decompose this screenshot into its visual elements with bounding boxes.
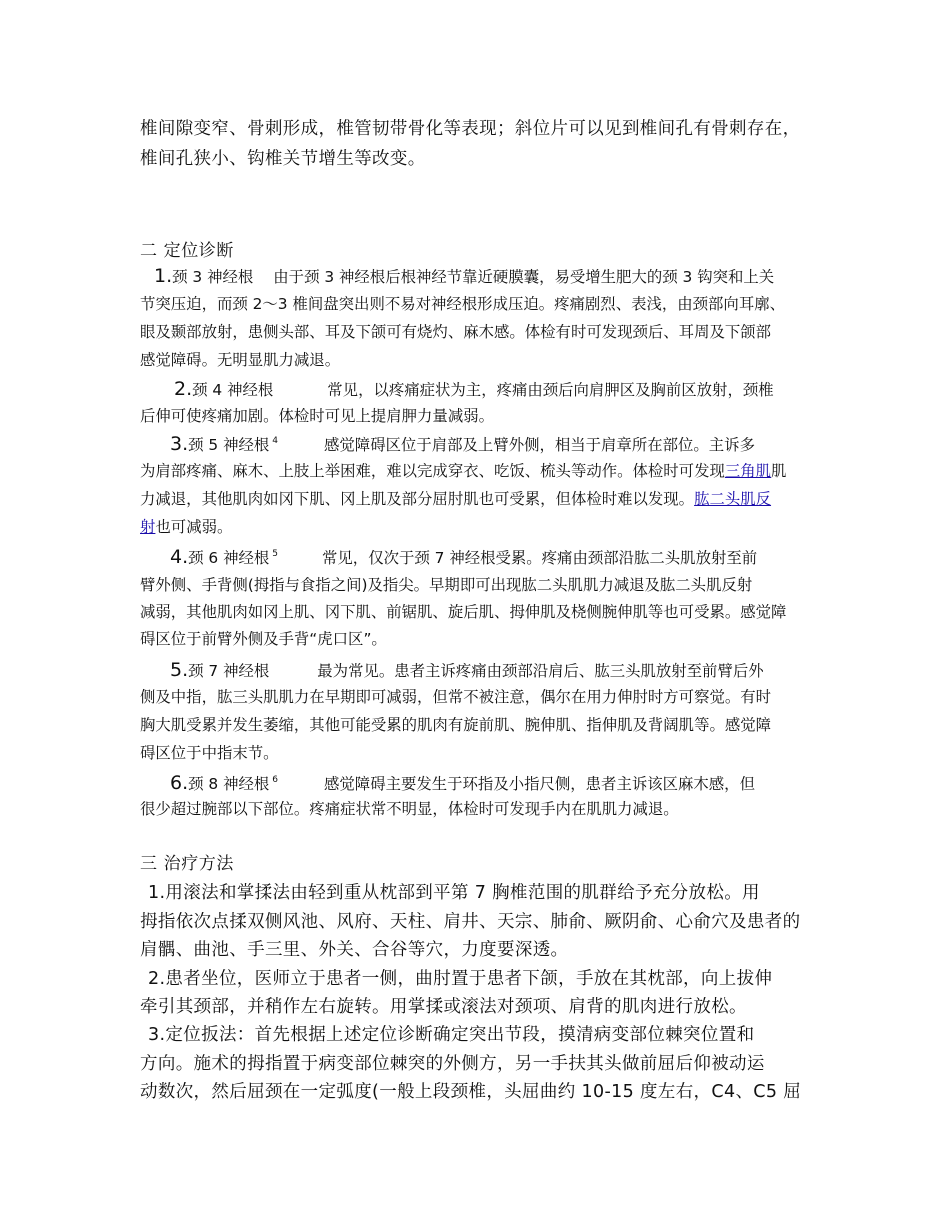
item-title: 颈 7 神经根: [188, 662, 270, 680]
paragraph-line: [140, 518, 812, 536]
paragraph-line: 3.定位扳法：首先根据上述定位诊断确定突出节段，摸清病变部位棘突位置和: [148, 1025, 755, 1045]
footnote-ref: 4: [272, 436, 279, 446]
section-heading-treatment: 三 治疗方法: [140, 854, 235, 874]
item-6-first-line: [140, 772, 812, 795]
item-number: 2.: [174, 378, 193, 400]
item-text: 力减退，其他肌肉如冈下肌、冈上肌及部分屈肘肌也可受累，但体检时难以发现。: [140, 490, 695, 508]
paragraph-line: 碍区位于中指末节。: [140, 744, 279, 762]
item-2-first-line: [140, 378, 812, 401]
link-biceps-reflex-cont[interactable]: 射: [140, 518, 156, 536]
paragraph-line: 很少超过腕部以下部位。疼痛症状常不明显，体检时可发现手内在肌肌力减退。: [140, 800, 679, 818]
item-title: 颈 3 神经根: [172, 268, 254, 286]
paragraph-line: 牵引其颈部，并稍作左右旋转。用掌揉或滚法对颈项、肩背的肌肉进行放松。: [140, 997, 747, 1017]
item-text: 为肩部疼痛、麻木、上肢上举困难，难以完成穿衣、吃饭、梳头等动作。体检时可发现: [140, 462, 725, 480]
paragraph-line: 减弱，其他肌肉如冈上肌、冈下肌、前锯肌、旋后肌、拇伸肌及桡侧腕伸肌等也可受累。感觉障: [140, 603, 787, 621]
item-title: 颈 5 神经根: [188, 436, 270, 454]
link-biceps-reflex[interactable]: 肱二头肌反: [694, 490, 772, 508]
paragraph-line: 方向。施术的拇指置于病变部位棘突的外侧方，另一手扶其头做前屈后仰被动运: [140, 1054, 765, 1074]
paragraph-line: 侧及中指，肱三头肌肌力在早期即可减弱，但常不被注意，偶尔在用力伸肘时方可察觉。有时: [140, 688, 772, 706]
item-text: 由于颈 3 神经根后根神经节靠近硬膜囊，易受增生肥大的颈 3 钩突和上关: [273, 268, 775, 286]
item-3-first-line: [140, 433, 812, 456]
paragraph-line: 动数次，然后屈颈在一定弧度(一般上段颈椎，头屈曲约 10-15 度左右，C4、C5 屈: [140, 1082, 802, 1102]
paragraph-line: 臂外侧、手背侧(拇指与食指之间)及指尖。早期即可出现肱二头肌肌力减退及肱二头肌反射: [140, 576, 753, 594]
item-number: 5.: [170, 659, 189, 681]
paragraph-line: 后伸可使疼痛加剧。体检时可见上提肩胛力量减弱。: [140, 407, 494, 425]
footnote-ref: 5: [272, 549, 279, 559]
footnote-ref: 6: [272, 775, 279, 785]
paragraph-line: 碍区位于前臂外侧及手背“虎口区”。: [140, 630, 387, 648]
item-title: 颈 8 神经根: [188, 775, 270, 793]
item-text: 感觉障碍主要发生于环指及小指尺侧，患者主诉该区麻木感，但: [324, 775, 755, 793]
item-text: 感觉障碍区位于肩部及上臂外侧，相当于肩章所在部位。主诉多: [324, 436, 755, 454]
item-4-first-line: [140, 546, 812, 569]
item-5-first-line: [140, 659, 812, 682]
paragraph-line: 眼及颞部放射，患侧头部、耳及下颌可有烧灼、麻木感。体检有时可发现颈后、耳周及下颌部: [140, 323, 772, 341]
item-number: 4.: [170, 546, 189, 568]
item-title: 颈 4 神经根: [192, 381, 274, 399]
item-title: 颈 6 神经根: [188, 549, 270, 567]
item-text: 常见，以疼痛症状为主，疼痛由颈后向肩胛区及胸前区放射，颈椎: [327, 381, 774, 399]
paragraph-line: 肩髃、曲池、手三里、外关、合谷等穴，力度要深透。: [140, 940, 569, 960]
item-number: 6.: [170, 772, 189, 794]
paragraph-line: 节突压迫，而颈 2～3 椎间盘突出则不易对神经根形成压迫。疼痛剧烈、表浅，由颈部向耳廓、: [140, 295, 785, 313]
paragraph-line: [140, 490, 812, 508]
paragraph-line: 拇指依次点揉双侧风池、风府、天柱、肩井、天宗、肺俞、厥阴俞、心俞穴及患者的: [140, 912, 801, 932]
section-heading-diagnosis: 二 定位诊断: [140, 241, 235, 261]
item-text: 常见，仅次于颈 7 神经根受累。疼痛由颈部沿肱二头肌放射至前: [322, 549, 758, 567]
intro-line: 椎间隙变窄、骨刺形成，椎管韧带骨化等表现；斜位片可以见到椎间孔有骨刺存在，: [140, 119, 801, 139]
item-number: 3.: [170, 433, 189, 455]
paragraph-line: 2.患者坐位，医师立于患者一侧，曲肘置于患者下颌，手放在其枕部，向上拔伸: [148, 969, 773, 989]
link-deltoid[interactable]: 三角肌: [724, 462, 772, 480]
item-text: 肌: [771, 462, 787, 480]
paragraph-line: [140, 462, 812, 480]
paragraph-line: 胸大肌受累并发生萎缩，其他可能受累的肌肉有旋前肌、腕伸肌、指伸肌及背阔肌等。感觉障: [140, 716, 772, 734]
intro-line: 椎间孔狭小、钩椎关节增生等改变。: [140, 149, 426, 169]
item-text: 也可减弱。: [155, 518, 233, 536]
item-1-first-line: [140, 265, 812, 288]
paragraph-line: 感觉障碍。无明显肌力减退。: [140, 351, 341, 369]
paragraph-line: 1.用滚法和掌揉法由轻到重从枕部到平第 7 胸椎范围的肌群给予充分放松。用: [148, 883, 760, 903]
item-text: 最为常见。患者主诉疼痛由颈部沿肩后、肱三头肌放射至前臂后外: [317, 662, 764, 680]
item-number: 1.: [154, 265, 173, 287]
